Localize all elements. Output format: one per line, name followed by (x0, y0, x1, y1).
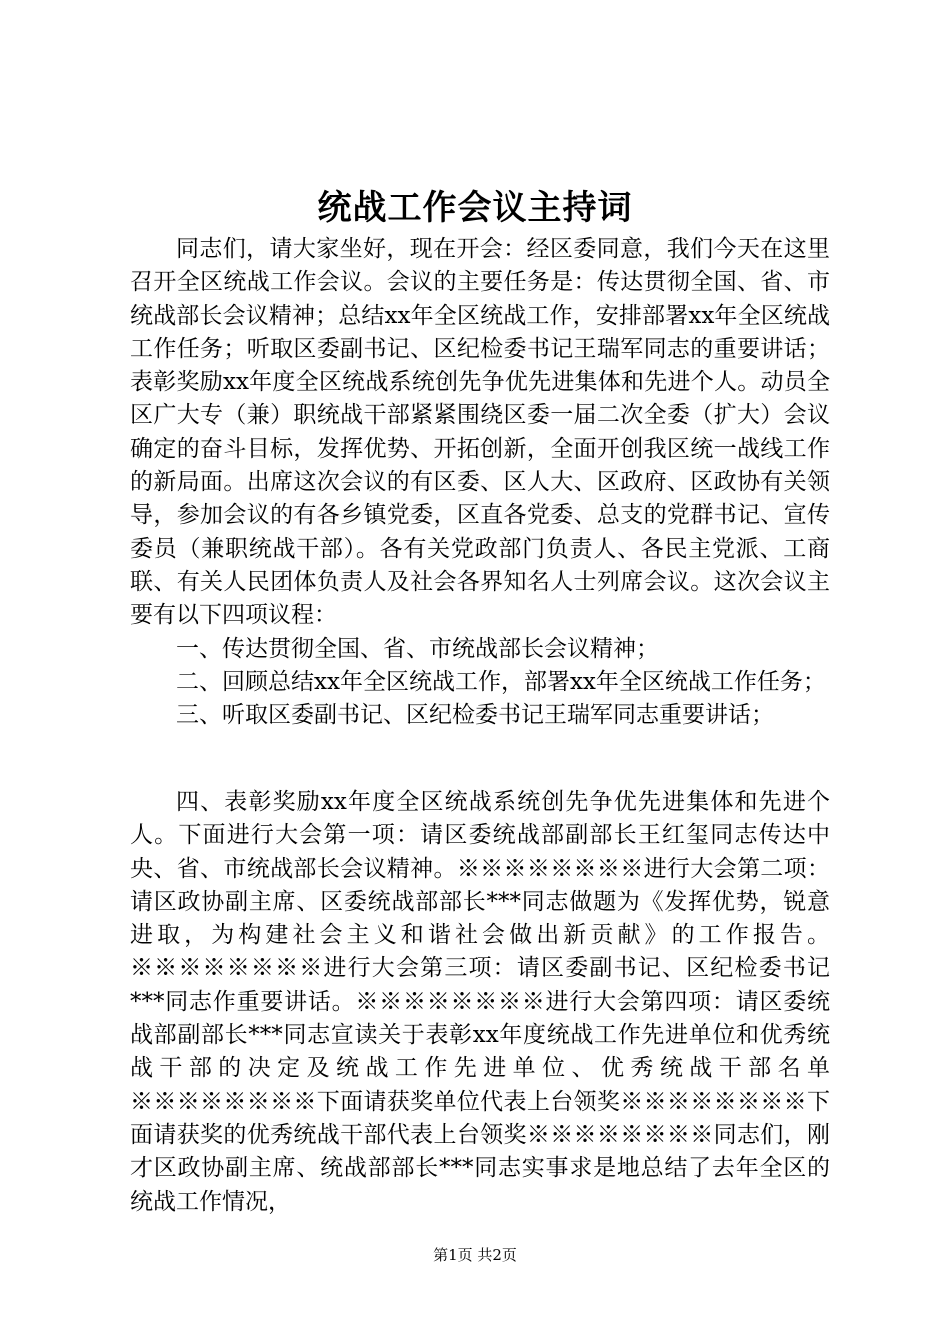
document-body-part-1 (130, 233, 830, 732)
page-footer: 第1页 共2页 (433, 1246, 517, 1264)
agenda-item-2: 二、回顾总结xx年全区统战工作，部署xx年全区统战工作任务； (176, 668, 826, 695)
intro-paragraph: 同志们，请大家坐好，现在开会：经区委同意，我们今天在这里召开全区统战工作会议。会议的主要任务是：传达贯彻全国、省、市统战部长会议精神；总结xx年全区统战工作，安排部署xx年全区统战工作任务；听取区委副书记、区纪检委书记王瑞军同志的重要讲话；表彰奖励xx年度全区统战系统创先争优先进集体和先进个人。动员全区广大专（兼）职统战干部紧紧围绕区委一届二次全委（扩大）会议确定的奋斗目标，发挥优势、开拓创新，全面开创我区统一战线工作的新局面。出席这次会议的有区委、区人大、区政府、区政协有关领导，参加会议的有各乡镇党委，区直各党委、总支的党群书记、宣传委员（兼职统战干部）。各有关党政部门负责人、各民主党派、工商联、有关人民团体负责人及社会各界知名人士列席会议。这次会议主要有以下四项议程： (130, 236, 830, 629)
document-body-part-2 (130, 786, 830, 1219)
document-title: 统战工作会议主持词 (317, 188, 633, 228)
agenda-item-4-paragraph: 四、表彰奖励xx年度全区统战系统创先争优先进集体和先进个人。下面进行大会第一项：请区委统战部副部长王红玺同志传达中央、省、市统战部长会议精神。※※※※※※※※进行大会第二项：请区政协副主席、区委统战部部长***同志做题为《发挥优势，锐意进取，为构建社会主义和谐社会做出新贡献》的工作报告。※※※※※※※※进行大会第三项：请区委副书记、区纪检委书记***同志作重要讲话。※※※※※※※※进行大会第四项：请区委统战部副部长***同志宣读关于表彰xx年度统战工作先进单位和优秀统战干部的决定及统战工作先进单位、优秀统战干部名单※※※※※※※※下面请获奖单位代表上台领奖※※※※※※※※下面请获奖的优秀统战干部代表上台领奖※※※※※※※※同志们，刚才区政协副主席、统战部部长***同志实事求是地总结了去年全区的统战工作情况， (130, 789, 830, 1215)
agenda-item-1: 一、传达贯彻全国、省、市统战部长会议精神； (176, 635, 659, 662)
agenda-item-3: 三、听取区委副书记、区纪检委书记王瑞军同志重要讲话； (176, 702, 774, 729)
